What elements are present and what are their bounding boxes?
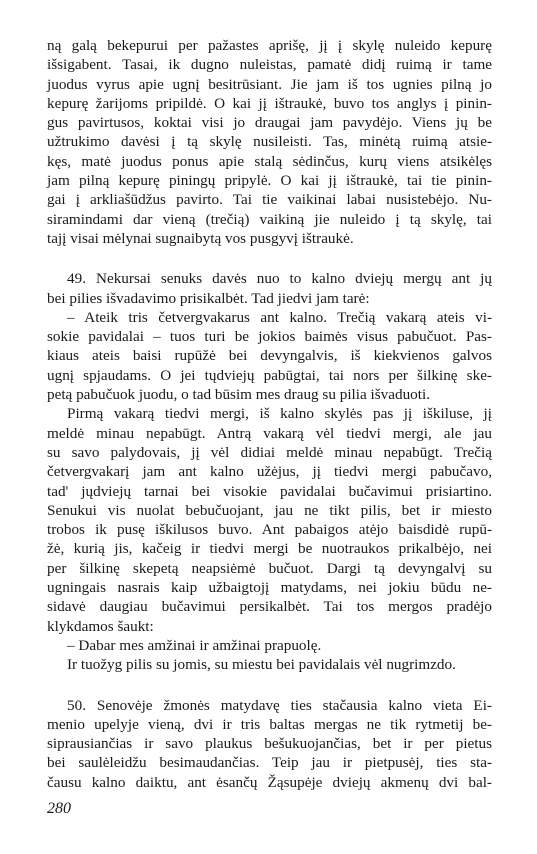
text-line: juodus vyrus apie ugnį besitrūsiant. Jie jam iš tos ugnies pilną jo <box>47 75 492 93</box>
text-line: gai į arkliašūdžus pavirto. Tai tie vaikinai labai nusistebėjo. Nu- <box>47 191 492 209</box>
text-line: siprausiančias ir savo plaukus bešukuojančias, bet ir per pietus <box>47 735 492 753</box>
text-line: petą pabučuok juodu, o tad būsim mes draug su pilia išvaduoti. <box>47 386 431 404</box>
text-line: siramindami dar vieną (trečią) vaikiną jie nuleido į tą skylę, tai <box>47 210 492 228</box>
text-line: jam pilną kepurę piningų pripylė. O kai jį ištraukė, tai tie pinin- <box>47 172 492 190</box>
text-line: sidavė daugiau bučavimui persikalbėt. Tai tos mergos pradėjo <box>47 598 492 616</box>
text-line: čausu kalno daiktu, ant ėsančų Žąsupėje dviejų akmenų dvi bal- <box>47 773 492 791</box>
page-body <box>47 36 492 792</box>
text-line: užtrukimo davėsi į tą skylę nusileisti. Tas, minėtą ruimą atsie- <box>47 133 492 151</box>
text-line: trobos ik pusę iškilusos buvo. Ant pabaigos atėjo baisdidė rupū- <box>47 521 492 539</box>
text-line: klykdamos šaukt: <box>47 617 154 635</box>
text-line: – Dabar mes amžinai ir amžinai prapuolę. <box>67 636 322 654</box>
paragraph-50 <box>47 696 492 792</box>
text-line: ugnį spjaudams. O jei tųdviejų pabūgtai, tai nors per šilkinę ske- <box>47 366 492 384</box>
text-line: menio upelyje vieną, dvi ir tris baltas mergas ne tik rytmetij be- <box>47 715 492 733</box>
text-line: su savo palydovais, jį vėl didiai meldė minau nepabūgt. Trečią <box>47 443 492 461</box>
text-line: Ir tuožyg pilis su jomis, su miestu bei pavidalais vėl nugrimzdo. <box>67 656 456 674</box>
text-line: kęs, matė juodus ponus apie stalą sėdinčus, kurų viens atsikėlęs <box>47 152 492 170</box>
text-line: tad' jųdviejų tarnai bei visokie pavidalai bučavimui prisiartino. <box>47 482 492 500</box>
text-line: četvergvakarį jam ant kalno užėjus, jį tiedvi mergi pabučavo, <box>47 463 492 481</box>
paragraph-48-end <box>47 36 492 248</box>
text-line: Senukui vis nuolat bebučuojant, jau ne tikt pilis, bet ir miesto <box>47 501 492 519</box>
text-line: kiaus ateis baisi rupūžė bei devyngalvis, iš kiekvienos galvos <box>47 347 492 365</box>
text-line: ną galą bekepurui per pažastes aprišę, jį į skylę nuleido kepurę <box>47 37 492 54</box>
text-line: gus pavirtusos, koktai visi jo draugai jam pavydėjo. Viens jų be <box>47 114 492 132</box>
text-line: kepurę žarijoms pripildė. O kai jį ištraukė, buvo tos anglys į pinin- <box>47 94 492 112</box>
text-line: tajį visai mėlynai sugnaibytą vos pusgyvį ištraukė. <box>47 229 354 247</box>
text-line: per šilkinę skepetą neapsiėmė bučuot. Dargi tą devyngalvį su <box>47 559 492 577</box>
text-line: – Ateik tris četvergvakarus ant kalno. Trečią vakarą ateis vi- <box>67 308 492 326</box>
text-line: ugningais nasrais kaip užbaigtojį matydams, nei jokiu būdu ne- <box>47 579 492 597</box>
text-line: bei saulėleidžu besimaudančias. Teip jau ir pietpusėj, ties sta- <box>47 754 492 772</box>
text-line: sokie pavidalai – tuos turi be jokios baimės visus pabučuot. Pas- <box>47 328 492 346</box>
page-number: 280 <box>47 800 71 817</box>
text-line: išsigabent. Tasai, ik dugno nuleistas, pamatė didį ruimą ir tame <box>47 56 492 74</box>
text-line: žė, kurią jis, kačeig ir tiedvi mergi be nuotraukos prikalbėjo, nei <box>47 540 492 558</box>
text-line: bei pilies išvadavimo prisikalbėt. Tad jiedvi jam tarė: <box>47 289 370 307</box>
paragraph-49 <box>47 269 492 674</box>
text-line: meldė minau nepabūgt. Antrą vakarą vėl tiedvi mergi, ale jau <box>47 424 492 442</box>
text-line: Pirmą vakarą tiedvi mergi, iš kalno skylės pas jį iškiluse, jį <box>67 405 492 423</box>
text-line: 49. Nekursai senuks davės nuo to kalno dviejų mergų ant jų <box>67 270 492 288</box>
text-line: 50. Senovėje žmonės matydavę ties stačausia kalno vieta Ei- <box>67 696 492 714</box>
